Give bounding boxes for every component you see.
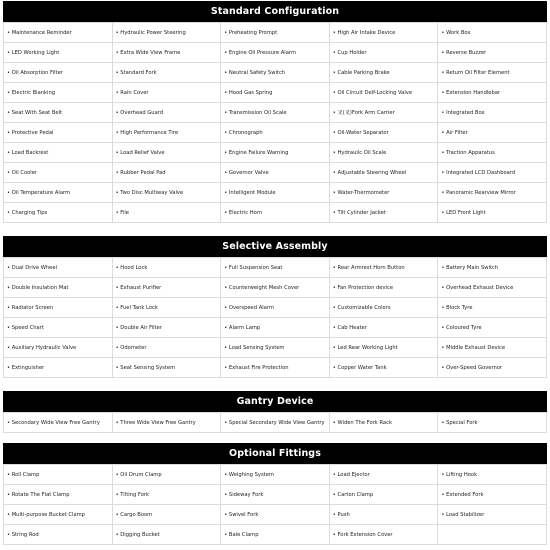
grid-row	[4, 298, 547, 318]
feature-item: • Overspeed Alarm	[224, 304, 274, 311]
feature-item: • Extinguisher	[7, 364, 45, 371]
grid-cell	[112, 83, 221, 103]
feature-item: • Charging Tips	[7, 209, 48, 216]
grid-cell	[112, 465, 221, 485]
feature-item: • Extended Fork	[441, 491, 484, 498]
feature-item: • Fan Protection device	[332, 284, 394, 291]
feature-item: • Load Stabilizer	[441, 511, 485, 518]
grid-cell	[438, 358, 547, 378]
section-optional-fittings	[3, 443, 547, 545]
grid-cell	[221, 278, 330, 298]
feature-item: • Lifting Hook	[441, 471, 478, 478]
grid-cell	[4, 83, 113, 103]
feature-item: • Load Sensing System	[224, 344, 285, 351]
grid-cell	[221, 318, 330, 338]
grid-row	[4, 63, 547, 83]
grid-cell	[438, 23, 547, 43]
feature-item: • Push	[332, 511, 350, 518]
section-selective-assembly	[3, 236, 547, 378]
grid-cell	[438, 103, 547, 123]
grid-cell	[112, 298, 221, 318]
feature-item: • Alarm Lamp	[224, 324, 261, 331]
grid-cell	[4, 465, 113, 485]
feature-item: • Load Relief Valve	[115, 149, 165, 156]
grid-row	[4, 103, 547, 123]
grid-cell	[112, 278, 221, 298]
feature-item: • Over-Speed Governor	[441, 364, 503, 371]
grid-row	[4, 278, 547, 298]
feature-item: • Cab Heater	[332, 324, 367, 331]
section-title: Gantry Device	[3, 391, 547, 412]
grid-cell	[329, 298, 438, 318]
feature-item: • Copper Water Tank	[332, 364, 387, 371]
feature-item: • Double Insulation Mat	[7, 284, 69, 291]
grid-row	[4, 258, 547, 278]
feature-item: • Bale Clamp	[224, 531, 259, 538]
grid-row	[4, 23, 547, 43]
feature-item: • Counterweight Mesh Cover	[224, 284, 300, 291]
feature-item: • Work Box	[441, 29, 471, 36]
feature-item: • Rubber Pedal Pad	[115, 169, 166, 176]
grid-row	[4, 143, 547, 163]
feature-item: • Transmission Oil Scale	[224, 109, 287, 116]
grid-cell	[112, 358, 221, 378]
feature-item: • Two Disc Multiway Valve	[115, 189, 184, 196]
feature-item: • Auxiliary Hydraulic Valve	[7, 344, 77, 351]
feature-item: • Load Ejector	[332, 471, 370, 478]
grid-cell	[221, 63, 330, 83]
grid-cell	[329, 143, 438, 163]
feature-item: • Engine Failure Warning	[224, 149, 289, 156]
grid-row	[4, 203, 547, 223]
feature-item: • Oil Cooler	[7, 169, 38, 176]
grid-cell	[438, 63, 547, 83]
grid-cell	[438, 338, 547, 358]
grid-cell	[329, 63, 438, 83]
section-standard-configuration	[3, 1, 547, 223]
grid-cell	[221, 123, 330, 143]
section-gantry-device	[3, 391, 547, 433]
grid-cell	[221, 143, 330, 163]
feature-item: • Intelligent Module	[224, 189, 276, 196]
grid-cell	[4, 123, 113, 143]
grid-cell	[438, 298, 547, 318]
feature-item: • Electric Horn	[224, 209, 263, 216]
feature-item: • Oil Absorption Filter	[7, 69, 63, 76]
feature-item: • Standard Fork	[115, 69, 157, 76]
section-title: Optional Fittings	[3, 443, 547, 464]
grid-row	[4, 525, 547, 545]
grid-cell	[4, 505, 113, 525]
grid-cell	[4, 63, 113, 83]
grid-cell	[221, 465, 330, 485]
grid-cell	[329, 123, 438, 143]
feature-item: • Tilting Fork	[115, 491, 150, 498]
feature-item: • Neutral Safety Switch	[224, 69, 286, 76]
feature-item: • Oil Temperature Alarm	[7, 189, 71, 196]
feature-item: • Roll Clamp	[7, 471, 40, 478]
grid-cell	[438, 485, 547, 505]
feature-item: • String Rod	[7, 531, 39, 538]
feature-item: • Oil Drum Clamp	[115, 471, 162, 478]
grid-cell	[221, 525, 330, 545]
feature-item: • Air Filter	[441, 129, 468, 136]
grid-cell	[221, 258, 330, 278]
feature-item: • Protective Pedal	[7, 129, 54, 136]
grid-row	[4, 163, 547, 183]
grid-cell	[329, 525, 438, 545]
grid-cell	[438, 143, 547, 163]
grid-cell	[221, 183, 330, 203]
feature-item: • Customizable Colors	[332, 304, 391, 311]
grid-cell	[221, 83, 330, 103]
grid-cell	[112, 318, 221, 338]
feature-grid	[3, 22, 547, 223]
feature-item: • Multi-purpose Bucket Clamp	[7, 511, 85, 518]
feature-item: • Seat Sensing System	[115, 364, 176, 371]
grid-cell	[112, 413, 221, 433]
feature-item: • Three Wide View Free Gantry	[115, 419, 196, 426]
feature-item: • Dual Drive Wheel	[7, 264, 57, 271]
feature-item: • Weighing System	[224, 471, 274, 478]
grid-cell	[4, 103, 113, 123]
grid-row	[4, 505, 547, 525]
feature-item: • Hydraulic Oil Scale	[332, 149, 387, 156]
feature-item: • Integrated Box	[441, 109, 485, 116]
grid-cell	[112, 163, 221, 183]
feature-item: • Hood Lock	[115, 264, 148, 271]
grid-cell	[329, 163, 438, 183]
feature-item: • Oil-Water Separator	[332, 129, 389, 136]
grid-cell	[4, 278, 113, 298]
grid-cell	[112, 485, 221, 505]
feature-item: • Load Backrest	[7, 149, 49, 156]
feature-item: • Overhead Guard	[115, 109, 164, 116]
grid-cell	[329, 318, 438, 338]
feature-item: • Overhead Exhaust Device	[441, 284, 514, 291]
feature-item: • Engine Oil Pressure Alarm	[224, 49, 297, 56]
feature-item: • Block Tyre	[441, 304, 473, 311]
grid-cell	[221, 485, 330, 505]
feature-item: • Adjustable Steering Wheel	[332, 169, 407, 176]
grid-cell	[221, 413, 330, 433]
grid-cell	[329, 505, 438, 525]
grid-cell	[329, 43, 438, 63]
grid-cell	[112, 23, 221, 43]
grid-cell	[329, 203, 438, 223]
grid-cell	[329, 23, 438, 43]
grid-cell	[112, 63, 221, 83]
feature-item: • Governor Valve	[224, 169, 269, 176]
grid-cell	[329, 413, 438, 433]
feature-item: • File	[115, 209, 129, 216]
section-title: Selective Assembly	[3, 236, 547, 257]
grid-cell	[4, 485, 113, 505]
feature-item: • Return Oil Filter Element	[441, 69, 510, 76]
feature-item: • Sideway Fork	[224, 491, 264, 498]
feature-item: • Fuel Tank Lock	[115, 304, 158, 311]
grid-cell	[438, 465, 547, 485]
feature-item: • Electric Blanking	[7, 89, 56, 96]
feature-item: • Exhaust Fire Protection	[224, 364, 289, 371]
feature-item: • 叉(叉)Fork Arm Carrier	[332, 110, 395, 116]
feature-item: • LED Working Light	[7, 49, 60, 56]
grid-cell	[112, 183, 221, 203]
feature-item: • Chronograph	[224, 129, 263, 136]
feature-item: • Fork Extension Cover	[332, 531, 393, 538]
grid-cell	[438, 278, 547, 298]
grid-cell	[4, 413, 113, 433]
grid-cell	[329, 183, 438, 203]
grid-cell	[438, 258, 547, 278]
grid-cell	[4, 338, 113, 358]
feature-item: • Battery Main Switch	[441, 264, 499, 271]
grid-cell	[329, 103, 438, 123]
feature-item: • Swivel Fork	[224, 511, 259, 518]
feature-item: • Special Fork	[441, 419, 478, 426]
feature-item: • Preheating Prompt	[224, 29, 278, 36]
feature-item: • Rain Cover	[115, 89, 149, 96]
feature-item: • Panoramic Rearview Mirror	[441, 189, 516, 196]
grid-row	[4, 338, 547, 358]
feature-item: • Tilt Cylinder Jacket	[332, 209, 386, 216]
feature-item: • High Performance Tire	[115, 129, 179, 136]
grid-cell	[438, 318, 547, 338]
feature-item: • Extra Wide View Frame	[115, 49, 181, 56]
feature-item: • Speed Chart	[7, 324, 44, 331]
grid-row	[4, 318, 547, 338]
section-title: Standard Configuration	[3, 1, 547, 22]
feature-grid	[3, 412, 547, 433]
grid-row	[4, 358, 547, 378]
feature-item: • Secondary Wide View Free Gantry	[7, 419, 100, 426]
grid-cell	[438, 505, 547, 525]
grid-row	[4, 413, 547, 433]
grid-cell	[221, 43, 330, 63]
grid-cell	[112, 143, 221, 163]
grid-row	[4, 123, 547, 143]
grid-cell	[438, 123, 547, 143]
feature-item: • Digging Bucket	[115, 531, 160, 538]
grid-cell	[4, 163, 113, 183]
grid-cell	[112, 203, 221, 223]
grid-cell	[438, 413, 547, 433]
feature-item: • Hood Gas Spring	[224, 89, 273, 96]
feature-item: • Seat With Seat Belt	[7, 109, 63, 116]
grid-cell	[4, 298, 113, 318]
grid-cell	[4, 23, 113, 43]
feature-item: • Extension Handlebar	[441, 89, 501, 96]
grid-cell	[221, 358, 330, 378]
feature-item: • Integrated LCD Dashboard	[441, 169, 516, 176]
feature-item: • Rotate The Flat Clamp	[7, 491, 70, 498]
grid-row	[4, 465, 547, 485]
feature-grid	[3, 464, 547, 545]
grid-cell	[4, 183, 113, 203]
feature-item: • Oil Circuit Delf-Locking Valve	[332, 89, 413, 96]
grid-cell	[329, 83, 438, 103]
grid-cell	[329, 278, 438, 298]
grid-cell	[221, 298, 330, 318]
grid-cell	[4, 358, 113, 378]
feature-item: • Hydraulic Power Steering	[115, 29, 186, 36]
grid-cell	[112, 258, 221, 278]
feature-item: • Cable Parking Brake	[332, 69, 390, 76]
grid-cell	[329, 465, 438, 485]
feature-item: • Reverse Buzzer	[441, 49, 487, 56]
grid-cell	[112, 103, 221, 123]
grid-row	[4, 83, 547, 103]
grid-cell	[221, 505, 330, 525]
feature-item: • Widen The Fork Rack	[332, 419, 392, 426]
grid-cell	[4, 203, 113, 223]
grid-cell	[221, 103, 330, 123]
grid-cell	[329, 338, 438, 358]
grid-row	[4, 183, 547, 203]
grid-cell	[4, 318, 113, 338]
feature-item: • Radiator Screen	[7, 304, 54, 311]
grid-cell	[329, 358, 438, 378]
grid-cell	[329, 258, 438, 278]
grid-cell	[112, 525, 221, 545]
grid-cell	[438, 83, 547, 103]
grid-cell	[221, 338, 330, 358]
grid-cell	[4, 43, 113, 63]
feature-item: • High Air Intake Device	[332, 29, 396, 36]
feature-item: • Cup Holder	[332, 49, 367, 56]
grid-cell	[221, 203, 330, 223]
grid-cell	[438, 43, 547, 63]
feature-item: • Maintenance Reminder	[7, 29, 72, 36]
feature-item: • Middle Exhaust Device	[441, 344, 506, 351]
feature-item: • Traction Apparatus	[441, 149, 495, 156]
grid-cell	[4, 143, 113, 163]
feature-item: • LED Front Light	[441, 209, 486, 216]
grid-row	[4, 43, 547, 63]
feature-item: • Carton Clamp	[332, 491, 374, 498]
grid-cell	[329, 485, 438, 505]
grid-cell	[438, 163, 547, 183]
grid-cell	[4, 525, 113, 545]
grid-cell	[221, 23, 330, 43]
grid-cell	[112, 505, 221, 525]
feature-item: • Double Air Filter	[115, 324, 162, 331]
grid-cell	[4, 258, 113, 278]
grid-cell	[438, 525, 547, 545]
grid-row	[4, 485, 547, 505]
feature-item: • Coloured Tyre	[441, 324, 482, 331]
grid-cell	[438, 183, 547, 203]
feature-grid	[3, 257, 547, 378]
grid-cell	[438, 203, 547, 223]
feature-item: • Led Rear Working Light	[332, 344, 398, 351]
feature-item: • Full Suspension Seat	[224, 264, 283, 271]
feature-item: • Cargo Boom	[115, 511, 153, 518]
feature-item: • Special Secondary Wide View Gantry	[224, 419, 325, 426]
grid-cell	[112, 123, 221, 143]
grid-cell	[221, 163, 330, 183]
grid-cell	[112, 338, 221, 358]
feature-item: • Rear Armrest Horn Button	[332, 264, 405, 271]
feature-item: • Water-Thermometer	[332, 189, 390, 196]
grid-cell	[112, 43, 221, 63]
feature-item: • Exhaust Purifier	[115, 284, 162, 291]
feature-item: • Odometer	[115, 344, 147, 351]
